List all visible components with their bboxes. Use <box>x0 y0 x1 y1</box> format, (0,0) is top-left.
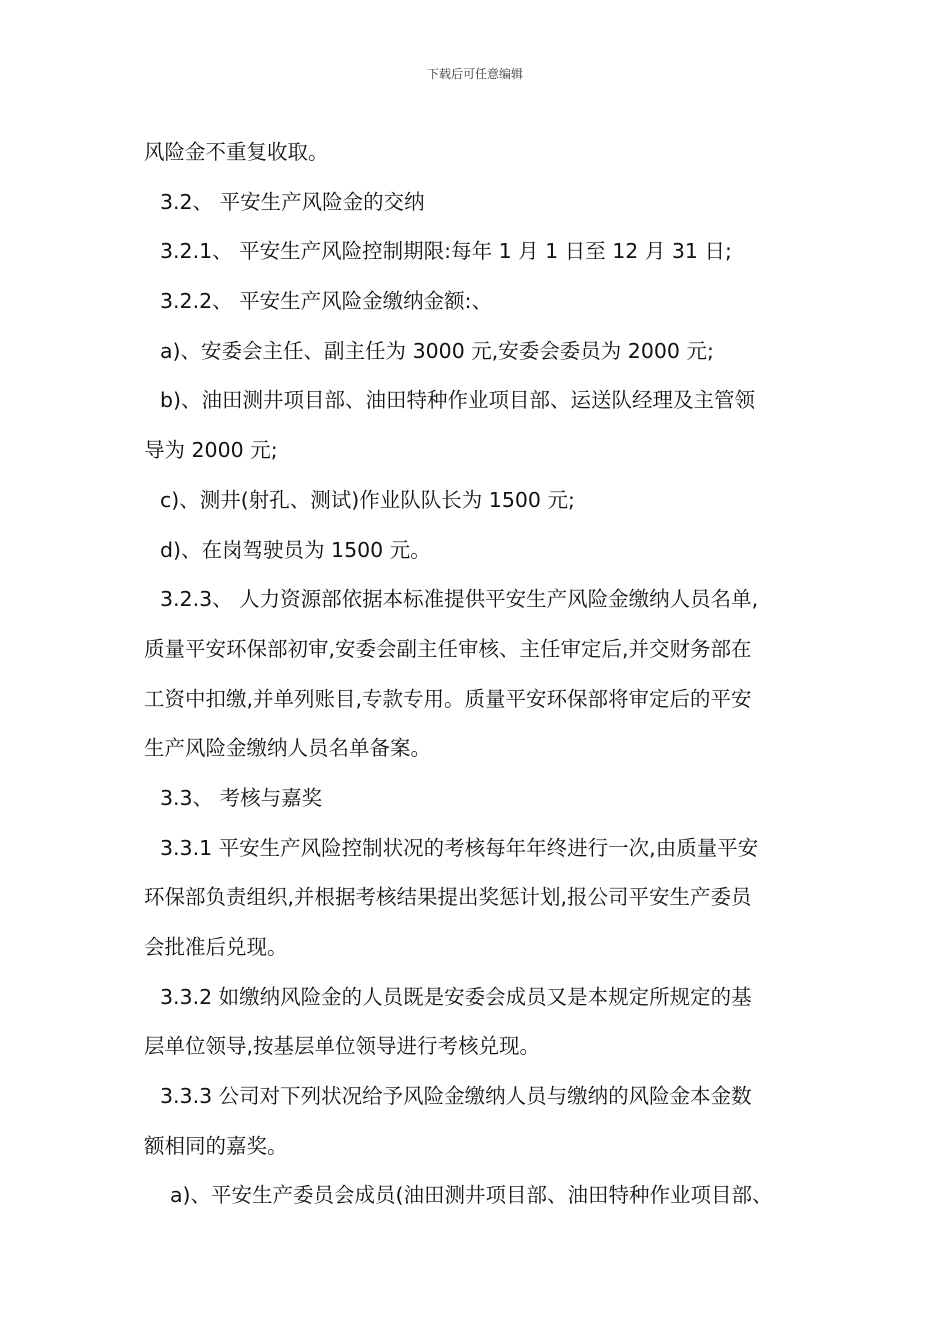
section-heading-3-2: 3.2、 平安生产风险金的交纳 <box>160 189 425 214</box>
list-item: a)、安委会主任、副主任为 3000 元,安委会委员为 2000 元; <box>160 338 714 363</box>
document-body <box>144 128 824 1221</box>
text-line: 工资中扣缴,并单列账目,专款专用。质量平安环保部将审定后的平安 <box>144 686 752 711</box>
text-line: 生产风险金缴纳人员名单备案。 <box>144 736 431 761</box>
page-header-note: 下载后可任意编辑 <box>426 67 523 81</box>
text-line: 风险金不重复收取。 <box>144 140 329 164</box>
text-line: 层单位领导,按基层单位领导进行考核兑现。 <box>144 1034 541 1059</box>
text-line: 3.3.2 如缴纳风险金的人员既是安委会成员又是本规定所规定的基 <box>160 984 752 1009</box>
list-item: a)、平安生产委员会成员(油田测井项目部、油田特种作业项目部、 <box>170 1183 773 1208</box>
text-line: 3.2.1、 平安生产风险控制期限:每年 1 月 1 日至 12 月 31 日; <box>160 239 732 264</box>
text-line: 3.3.3 公司对下列状况给予风险金缴纳人员与缴纳的风险金本金数 <box>160 1084 752 1109</box>
text-line: 会批准后兑现。 <box>144 935 288 959</box>
text-line: 额相同的嘉奖。 <box>144 1133 288 1158</box>
text-line: 3.2.3、 人力资源部依据本标准提供平安生产风险金缴纳人员名单, <box>160 587 759 612</box>
list-item: b)、油田测井项目部、油田特种作业项目部、运送队经理及主管领 <box>160 388 756 413</box>
section-heading-3-3: 3.3、 考核与嘉奖 <box>160 785 323 810</box>
text-line: 3.2.2、 平安生产风险金缴纳金额:、 <box>160 289 493 314</box>
text-line: 环保部负责组织,并根据考核结果提出奖惩计划,报公司平安生产委员 <box>144 885 752 910</box>
list-item: d)、在岗驾驶员为 1500 元。 <box>160 537 431 562</box>
list-item: c)、测井(射孔、测试)作业队队长为 1500 元; <box>160 487 575 512</box>
text-line: 3.3.1 平安生产风险控制状况的考核每年年终进行一次,由质量平安 <box>160 835 759 860</box>
text-line: 导为 2000 元; <box>144 438 278 463</box>
text-line: 质量平安环保部初审,安委会副主任审核、主任审定后,并交财务部在 <box>144 636 752 661</box>
